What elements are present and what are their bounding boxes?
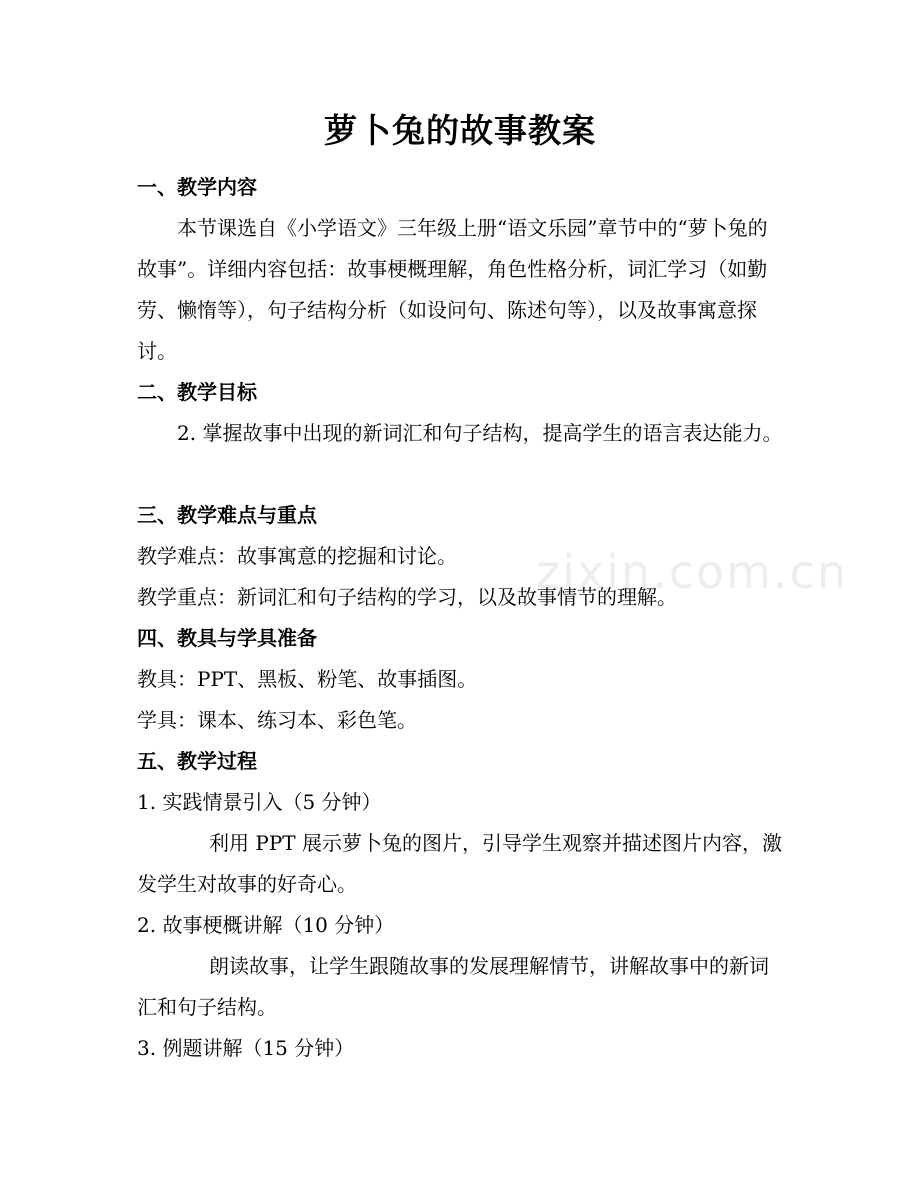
difficulty-line: 教学难点：故事寓意的挖掘和讨论。 xyxy=(137,544,457,568)
teacher-tools-line: 教具：PPT、黑板、粉笔、故事插图。 xyxy=(137,667,478,691)
step-1-title: 1. 实践情景引入（5 分钟） xyxy=(137,790,382,814)
section-paragraph-content: 本节课选自《小学语文》三年级上册“语文乐园”章节中的“萝卜兔的故事”。详细内容包括：故事梗概理解，角色性格分析，词汇学习（如勤劳、懒惰等），句子结构分析（如设问句、陈述句等），以及故事寓意探讨。 xyxy=(137,216,768,363)
watermark: zixin.com.cn xyxy=(536,545,849,599)
step-2-paragraph: 朗读故事，让学生跟随故事的发展理解情节，讲解故事中的新词汇和句子结构。 xyxy=(137,954,769,1019)
section-heading-goals: 二、教学目标 xyxy=(137,380,257,404)
step-1-paragraph: 利用 PPT 展示萝卜兔的图片，引导学生观察并描述图片内容，激发学生对故事的好奇心。 xyxy=(137,831,782,896)
section-heading-key-points: 三、教学难点与重点 xyxy=(137,503,317,527)
section-heading-materials: 四、教具与学具准备 xyxy=(137,626,317,650)
section-heading-process: 五、教学过程 xyxy=(137,749,257,773)
document-title: 萝卜兔的故事教案 xyxy=(324,111,596,150)
section-heading-content: 一、教学内容 xyxy=(137,175,257,199)
section-paragraph-goals: 2. 掌握故事中出现的新词汇和句子结构，提高学生的语言表达能力。 xyxy=(177,421,783,445)
step-3-title: 3. 例题讲解（15 分钟） xyxy=(137,1036,355,1060)
step-2-title: 2. 故事梗概讲解（10 分钟） xyxy=(137,913,395,937)
focus-line: 教学重点：新词汇和句子结构的学习，以及故事情节的理解。 xyxy=(137,585,677,609)
student-tools-line: 学具：课本、练习本、彩色笔。 xyxy=(137,708,417,732)
